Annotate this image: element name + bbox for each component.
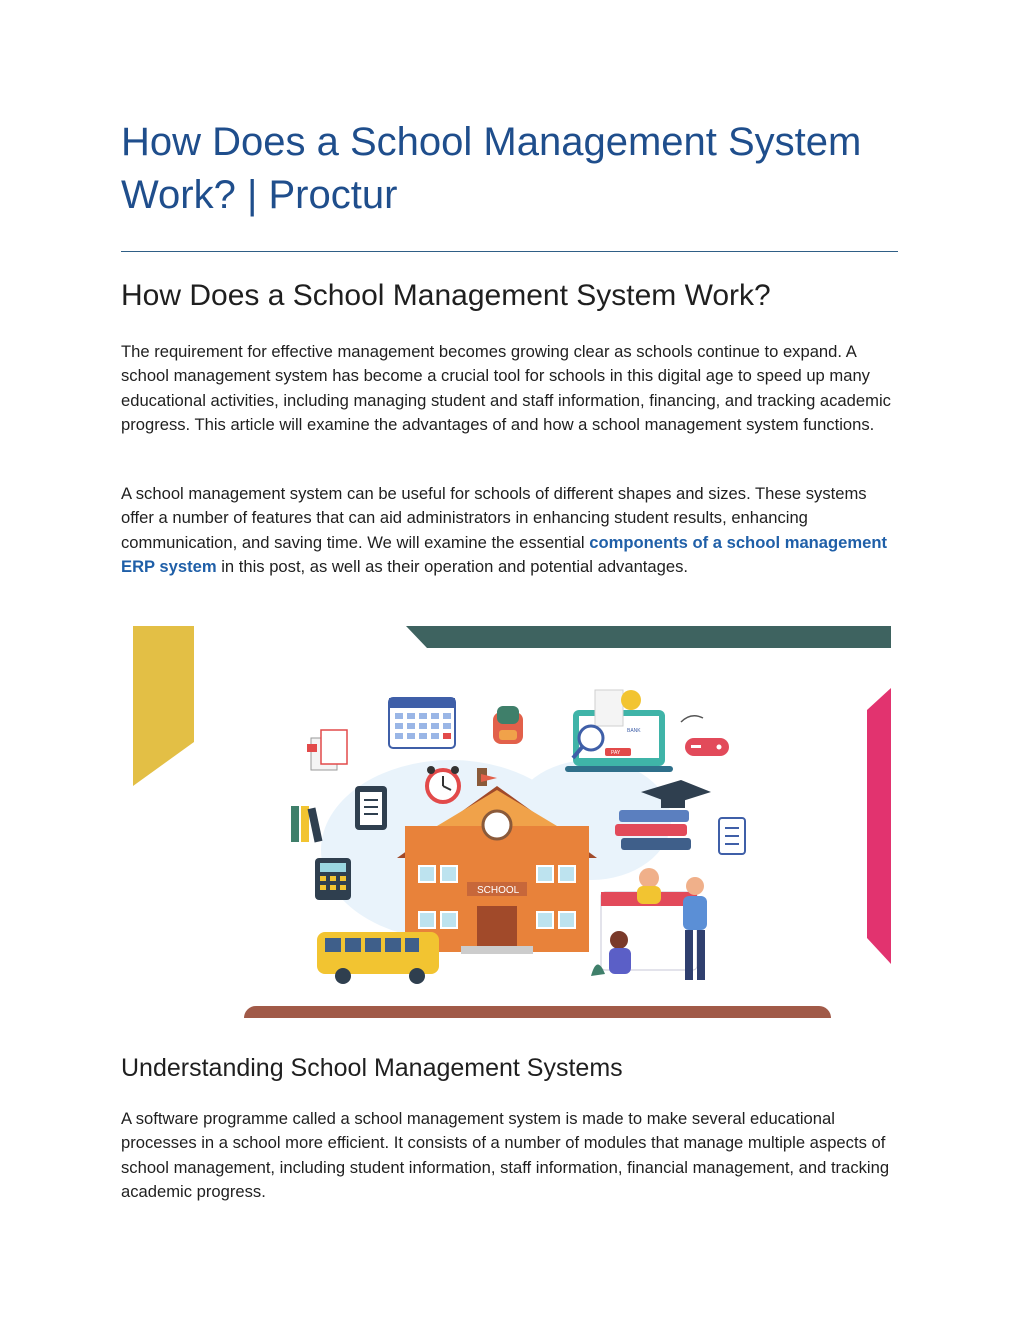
pay-label: PAY bbox=[611, 750, 621, 756]
features-paragraph bbox=[121, 482, 903, 580]
backpack-icon bbox=[493, 706, 523, 744]
intro-paragraph: The requirement for effective management becomes growing clear as schools continue to expand. A school management system has become a crucial tool for schools in this digital age to speed up many educational activities, including managing student and staff information, financing, and tracking academic progress. This article will examine the advantages of and how a school management system functions. bbox=[121, 342, 891, 435]
checklist-icon bbox=[719, 818, 745, 854]
pink-accent-shape bbox=[867, 688, 891, 964]
title-divider bbox=[121, 251, 898, 252]
section-heading: Understanding School Management Systems bbox=[121, 1054, 623, 1082]
document-title: How Does a School Management System Work? | Proctur bbox=[121, 120, 862, 217]
calendar-icon bbox=[389, 698, 455, 748]
features-paragraph-text-after: in this post, as well as their operation and potential advantages. bbox=[216, 557, 688, 577]
calculator-icon bbox=[315, 858, 351, 900]
teal-accent-bar bbox=[406, 626, 891, 648]
features-paragraph-text-before: A school management system can be useful for schools of different shapes and sizes. These systems offer a number of features that can aid administrators in enhancing student results, enhancing communication, and saving time. We will examine the essential bbox=[121, 484, 867, 552]
books-icon bbox=[291, 806, 322, 842]
clipboard-icon bbox=[355, 786, 387, 830]
online-payment-icon bbox=[565, 690, 673, 772]
school-bus-icon bbox=[317, 932, 439, 984]
yellow-accent-shape bbox=[133, 626, 194, 786]
erp-components-link[interactable]: components of a school management ERP system bbox=[121, 532, 888, 577]
section-paragraph: A software programme called a school management system is made to make several educational processes in a school more efficient. It consists of a number of modules that manage multiple aspects of school management, including student information, staff information, financial management, and tracking academic progress. bbox=[121, 1109, 890, 1202]
student-figure bbox=[591, 931, 631, 976]
school-sign: SCHOOL bbox=[477, 885, 520, 896]
main-heading: How Does a School Management System Work? bbox=[121, 279, 771, 312]
documents-icon bbox=[307, 730, 347, 770]
alarm-clock-icon bbox=[427, 766, 459, 802]
gamepad-icon bbox=[681, 716, 729, 756]
bank-label: BANK bbox=[627, 728, 641, 734]
school-management-illustration bbox=[121, 620, 903, 1030]
